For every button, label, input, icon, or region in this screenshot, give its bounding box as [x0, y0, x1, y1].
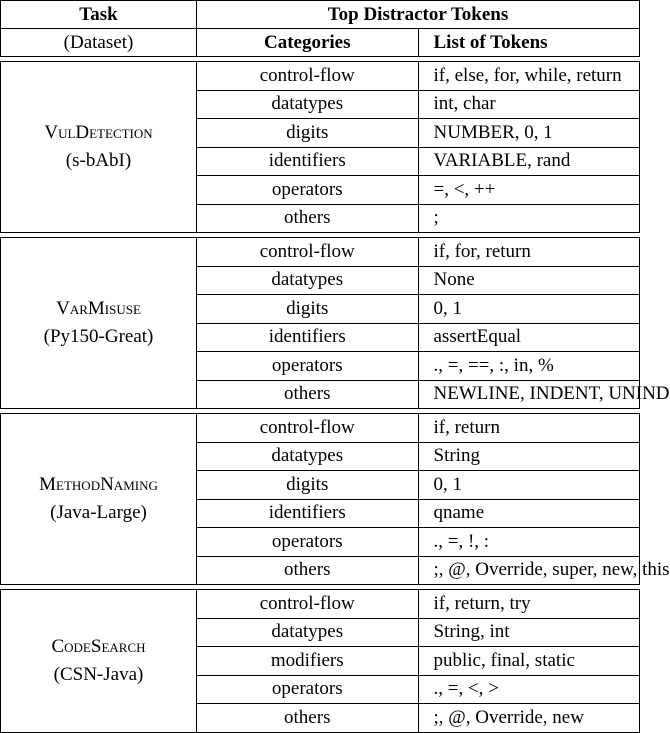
- category-cell: operators: [197, 675, 419, 704]
- tokens-cell: if, else, for, while, return: [418, 62, 640, 91]
- tokens-cell: assertEqual: [418, 323, 640, 352]
- category-cell: control-flow: [197, 62, 419, 91]
- tokens-cell: =, <, ++: [418, 176, 640, 205]
- table-header: [1, 1, 640, 57]
- tokens-cell: 0, 1: [418, 295, 640, 324]
- task-name: VulDetection: [44, 122, 153, 143]
- tokens-cell: NUMBER, 0, 1: [418, 119, 640, 148]
- task-dataset: (Java-Large): [50, 502, 147, 523]
- task-cell: [1, 590, 197, 733]
- tokens-cell: VARIABLE, rand: [418, 147, 640, 176]
- category-cell: digits: [197, 295, 419, 324]
- tokens-cell: ;: [418, 204, 640, 233]
- category-cell: datatypes: [197, 90, 419, 119]
- table-row: [1, 414, 640, 443]
- tokens-cell: String: [418, 442, 640, 471]
- category-cell: datatypes: [197, 618, 419, 647]
- task-name: VarMisuse: [56, 298, 141, 319]
- header-row-2: [1, 29, 640, 57]
- category-cell: digits: [197, 119, 419, 148]
- category-cell: identifiers: [197, 499, 419, 528]
- header-categories: Categories: [197, 29, 419, 57]
- tokens-cell: ., =, !, :: [418, 528, 640, 557]
- task-cell: [1, 62, 197, 233]
- table-row: [1, 238, 640, 267]
- category-cell: others: [197, 556, 419, 585]
- category-cell: others: [197, 704, 419, 733]
- header-row-1: [1, 1, 640, 29]
- tokens-cell: ;, @, Override, new: [418, 704, 640, 733]
- task-name: CodeSearch: [51, 635, 146, 657]
- tokens-cell: 0, 1: [418, 471, 640, 500]
- category-cell: digits: [197, 471, 419, 500]
- tokens-cell: if, return: [418, 414, 640, 443]
- tokens-cell: if, return, try: [418, 590, 640, 619]
- tokens-cell: ., =, ==, :, in, %: [418, 352, 640, 381]
- category-cell: operators: [197, 176, 419, 205]
- category-cell: control-flow: [197, 414, 419, 443]
- task-name: MethodNaming: [39, 474, 158, 495]
- task-dataset: (CSN-Java): [53, 663, 144, 685]
- category-cell: identifiers: [197, 147, 419, 176]
- tokens-cell: ;, @, Override, super, new, this: [418, 556, 640, 585]
- header-top-distractor-tokens: Top Distractor Tokens: [197, 1, 640, 29]
- task-dataset: (Py150-Great): [43, 326, 154, 347]
- header-task: Task: [1, 1, 197, 29]
- tokens-cell: int, char: [418, 90, 640, 119]
- category-cell: datatypes: [197, 266, 419, 295]
- table-row: [1, 62, 640, 91]
- task-cell: [1, 238, 197, 409]
- table-row: [1, 590, 640, 619]
- tokens-cell: String, int: [418, 618, 640, 647]
- category-cell: control-flow: [197, 238, 419, 267]
- category-cell: datatypes: [197, 442, 419, 471]
- tokens-cell: qname: [418, 499, 640, 528]
- tokens-cell: ., =, <, >: [418, 675, 640, 704]
- tokens-cell: NEWLINE, INDENT, UNIND: [418, 380, 640, 409]
- category-cell: operators: [197, 528, 419, 557]
- header-list-of-tokens: List of Tokens: [418, 29, 640, 57]
- category-cell: identifiers: [197, 323, 419, 352]
- category-cell: modifiers: [197, 647, 419, 676]
- tokens-cell: if, for, return: [418, 238, 640, 267]
- table-body: [1, 57, 670, 733]
- category-cell: operators: [197, 352, 419, 381]
- header-dataset: (Dataset): [1, 29, 197, 57]
- category-cell: others: [197, 204, 419, 233]
- task-cell: [1, 414, 197, 585]
- category-cell: others: [197, 380, 419, 409]
- task-dataset: (s-bAbI): [65, 150, 132, 171]
- tokens-cell: None: [418, 266, 640, 295]
- tokens-cell: public, final, static: [418, 647, 640, 676]
- category-cell: control-flow: [197, 590, 419, 619]
